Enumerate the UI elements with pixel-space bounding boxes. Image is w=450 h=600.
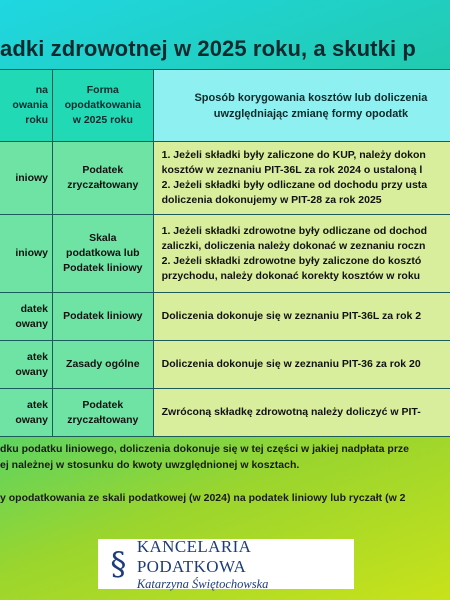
row-prev-form: atek owany	[0, 340, 53, 389]
table-row	[0, 340, 450, 388]
row-prev-form: iniowy	[0, 214, 53, 293]
row-form-2025: Skala podatkowa lub Podatek liniowy	[52, 214, 154, 293]
header-prev-form: na owania roku	[0, 69, 53, 142]
row-method: Doliczenia dokonuje się w zeznaniu PIT-36L za rok 2	[153, 292, 450, 341]
logo-subtitle: Katarzyna Świętochowska	[136, 576, 269, 591]
row-form-2025: Podatek zryczałtowany	[52, 141, 154, 215]
row-prev-form: datek owany	[0, 292, 53, 341]
footnote-line: dku podatku liniowego, doliczenia dokonuje się w tej części w jakiej nadpłata prze	[0, 443, 410, 455]
table-header-row	[0, 69, 450, 141]
tax-table	[0, 69, 450, 436]
footnote-line: y opodatkowania ze skali podatkowej (w 2024) na podatek liniowy lub ryczałt (w 2	[0, 492, 406, 504]
table-row	[0, 292, 450, 340]
header-form-2025: Forma opodatkowania w 2025 roku	[52, 69, 154, 142]
row-method: Doliczenia dokonuje się w zeznaniu PIT-36 za rok 20	[153, 340, 450, 389]
row-method: Zwróconą składkę zdrowotną należy doliczyć w PIT-	[153, 388, 450, 437]
row-method: 1. Jeżeli składki zdrowotne były odliczane od dochod zaliczki, doliczenia należy dokonać w zeznaniu roczn 2. Jeżeli składki zdrowotne były zaliczone do kosztó przychodu, należy dokonać korekty kosztów w roku	[153, 214, 450, 293]
header-method: Sposób korygowania kosztów lub doliczenia uwzględniając zmianę formy opodatk	[153, 69, 450, 142]
table-row	[0, 214, 450, 292]
row-form-2025: Podatek zryczałtowany	[52, 388, 154, 437]
company-logo	[98, 536, 354, 591]
footnote-line: ej należnej w stosunku do kwoty uwzględnionej w kosztach.	[0, 459, 300, 471]
logo-name: KANCELARIA PODATKOWA	[136, 536, 251, 576]
row-prev-form: iniowy	[0, 141, 53, 215]
table-row	[0, 388, 450, 436]
row-method: 1. Jeżeli składki były zaliczone do KUP, należy dokon kosztów w zeznaniu PIT-36L za rok 2024 o ustaloną l 2. Jeżeli składki były odliczane od dochodu przy usta doliczenia dokonujemy w PIT-28 za rok 2025	[153, 141, 450, 215]
table-row	[0, 141, 450, 214]
section-sign-icon: §	[110, 545, 127, 583]
row-form-2025: Podatek liniowy	[52, 292, 154, 341]
row-form-2025: Zasady ogólne	[52, 340, 154, 389]
row-prev-form: atek owany	[0, 388, 53, 437]
page-title: adki zdrowotnej w 2025 roku, a skutki p	[0, 36, 416, 61]
